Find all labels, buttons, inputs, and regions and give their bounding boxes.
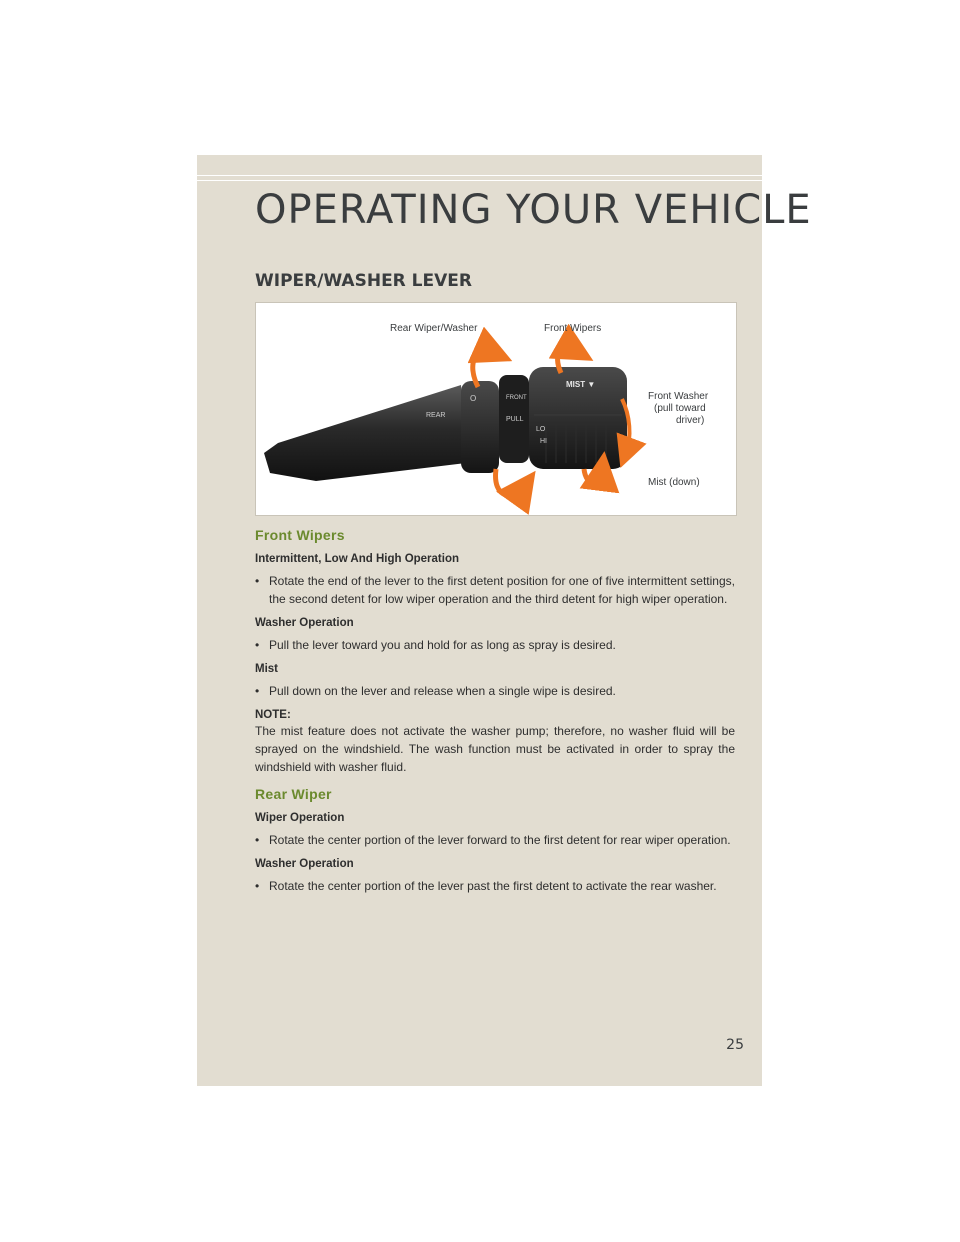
callout-washer-1: Front Washer: [648, 391, 709, 402]
note-text: The mist feature does not activate the washer pump; therefore, no washer fluid will be sprayed on the windshield. The wash function must be activated in order to spray the windshield with washer fluid.: [255, 724, 735, 774]
arrow-front-down: [584, 469, 602, 483]
bullet-rear-wiper: [255, 831, 735, 849]
label-rear-washer: Washer Operation: [255, 858, 354, 870]
bullet-intermittent-text: Rotate the end of the lever to the first detent position for one of five intermittent settings, the second detent for low wiper operation and the third detent for high wiper operation.: [269, 574, 735, 606]
callout-rear: Rear Wiper/Washer: [390, 323, 478, 334]
callout-mist: Mist (down): [648, 477, 700, 488]
lever-text-lo: LO: [536, 426, 546, 433]
label-mist: Mist: [255, 663, 278, 675]
bullet-dot: •: [255, 833, 260, 847]
lever-text-zero: O: [470, 394, 477, 403]
lever-text-mist: MIST ▼: [566, 380, 596, 389]
callout-front: Front Wipers: [544, 323, 602, 334]
wiper-lever-illustration: [256, 303, 736, 515]
bullet-front-washer-text: Pull the lever toward you and hold for as long as spray is desired.: [269, 638, 616, 652]
section-title: OPERATING YOUR VEHICLE: [255, 187, 812, 233]
page-content: [255, 527, 735, 904]
label-front-washer: Washer Operation: [255, 617, 354, 629]
callout-washer-2: (pull toward: [654, 403, 706, 414]
lever-stalk: [264, 385, 466, 481]
subheading-rear-wiper: Rear Wiper: [255, 786, 332, 802]
bullet-rear-washer: [255, 877, 735, 895]
rear-ring: [461, 381, 499, 473]
subheading-front-wipers: Front Wipers: [255, 527, 345, 543]
bullet-dot: •: [255, 574, 260, 588]
bullet-intermittent: [255, 572, 735, 608]
wiper-lever-figure: [255, 302, 737, 516]
header-rule-bottom: [197, 180, 762, 181]
bullet-mist-text: Pull down on the lever and release when a single wipe is desired.: [269, 684, 616, 698]
lever-text-pull: PULL: [506, 416, 524, 423]
page-number: 25: [726, 1037, 744, 1053]
bullet-front-washer: [255, 636, 735, 654]
lever-text-rear: REAR: [426, 412, 446, 419]
bullet-dot: •: [255, 879, 260, 893]
bullet-dot: •: [255, 684, 260, 698]
bullet-rear-washer-text: Rotate the center portion of the lever past the first detent to activate the rear washer.: [269, 879, 717, 893]
bullet-mist: [255, 682, 735, 700]
lever-text-front: FRONT: [506, 395, 527, 401]
label-intermittent: Intermittent, Low And High Operation: [255, 553, 460, 565]
callout-washer-3: driver): [676, 415, 705, 426]
bullet-dot: •: [255, 638, 260, 652]
manual-page: [197, 155, 812, 1086]
note-title: NOTE:: [255, 709, 291, 721]
page-heading: WIPER/WASHER LEVER: [255, 271, 472, 291]
lever-text-hi: HI: [540, 438, 547, 445]
bullet-rear-wiper-text: Rotate the center portion of the lever forward to the first detent for rear wiper operation.: [269, 833, 731, 847]
header-rule-top: [197, 175, 762, 176]
arrow-rear-down: [496, 469, 524, 495]
label-rear-wiper: Wiper Operation: [255, 812, 345, 824]
